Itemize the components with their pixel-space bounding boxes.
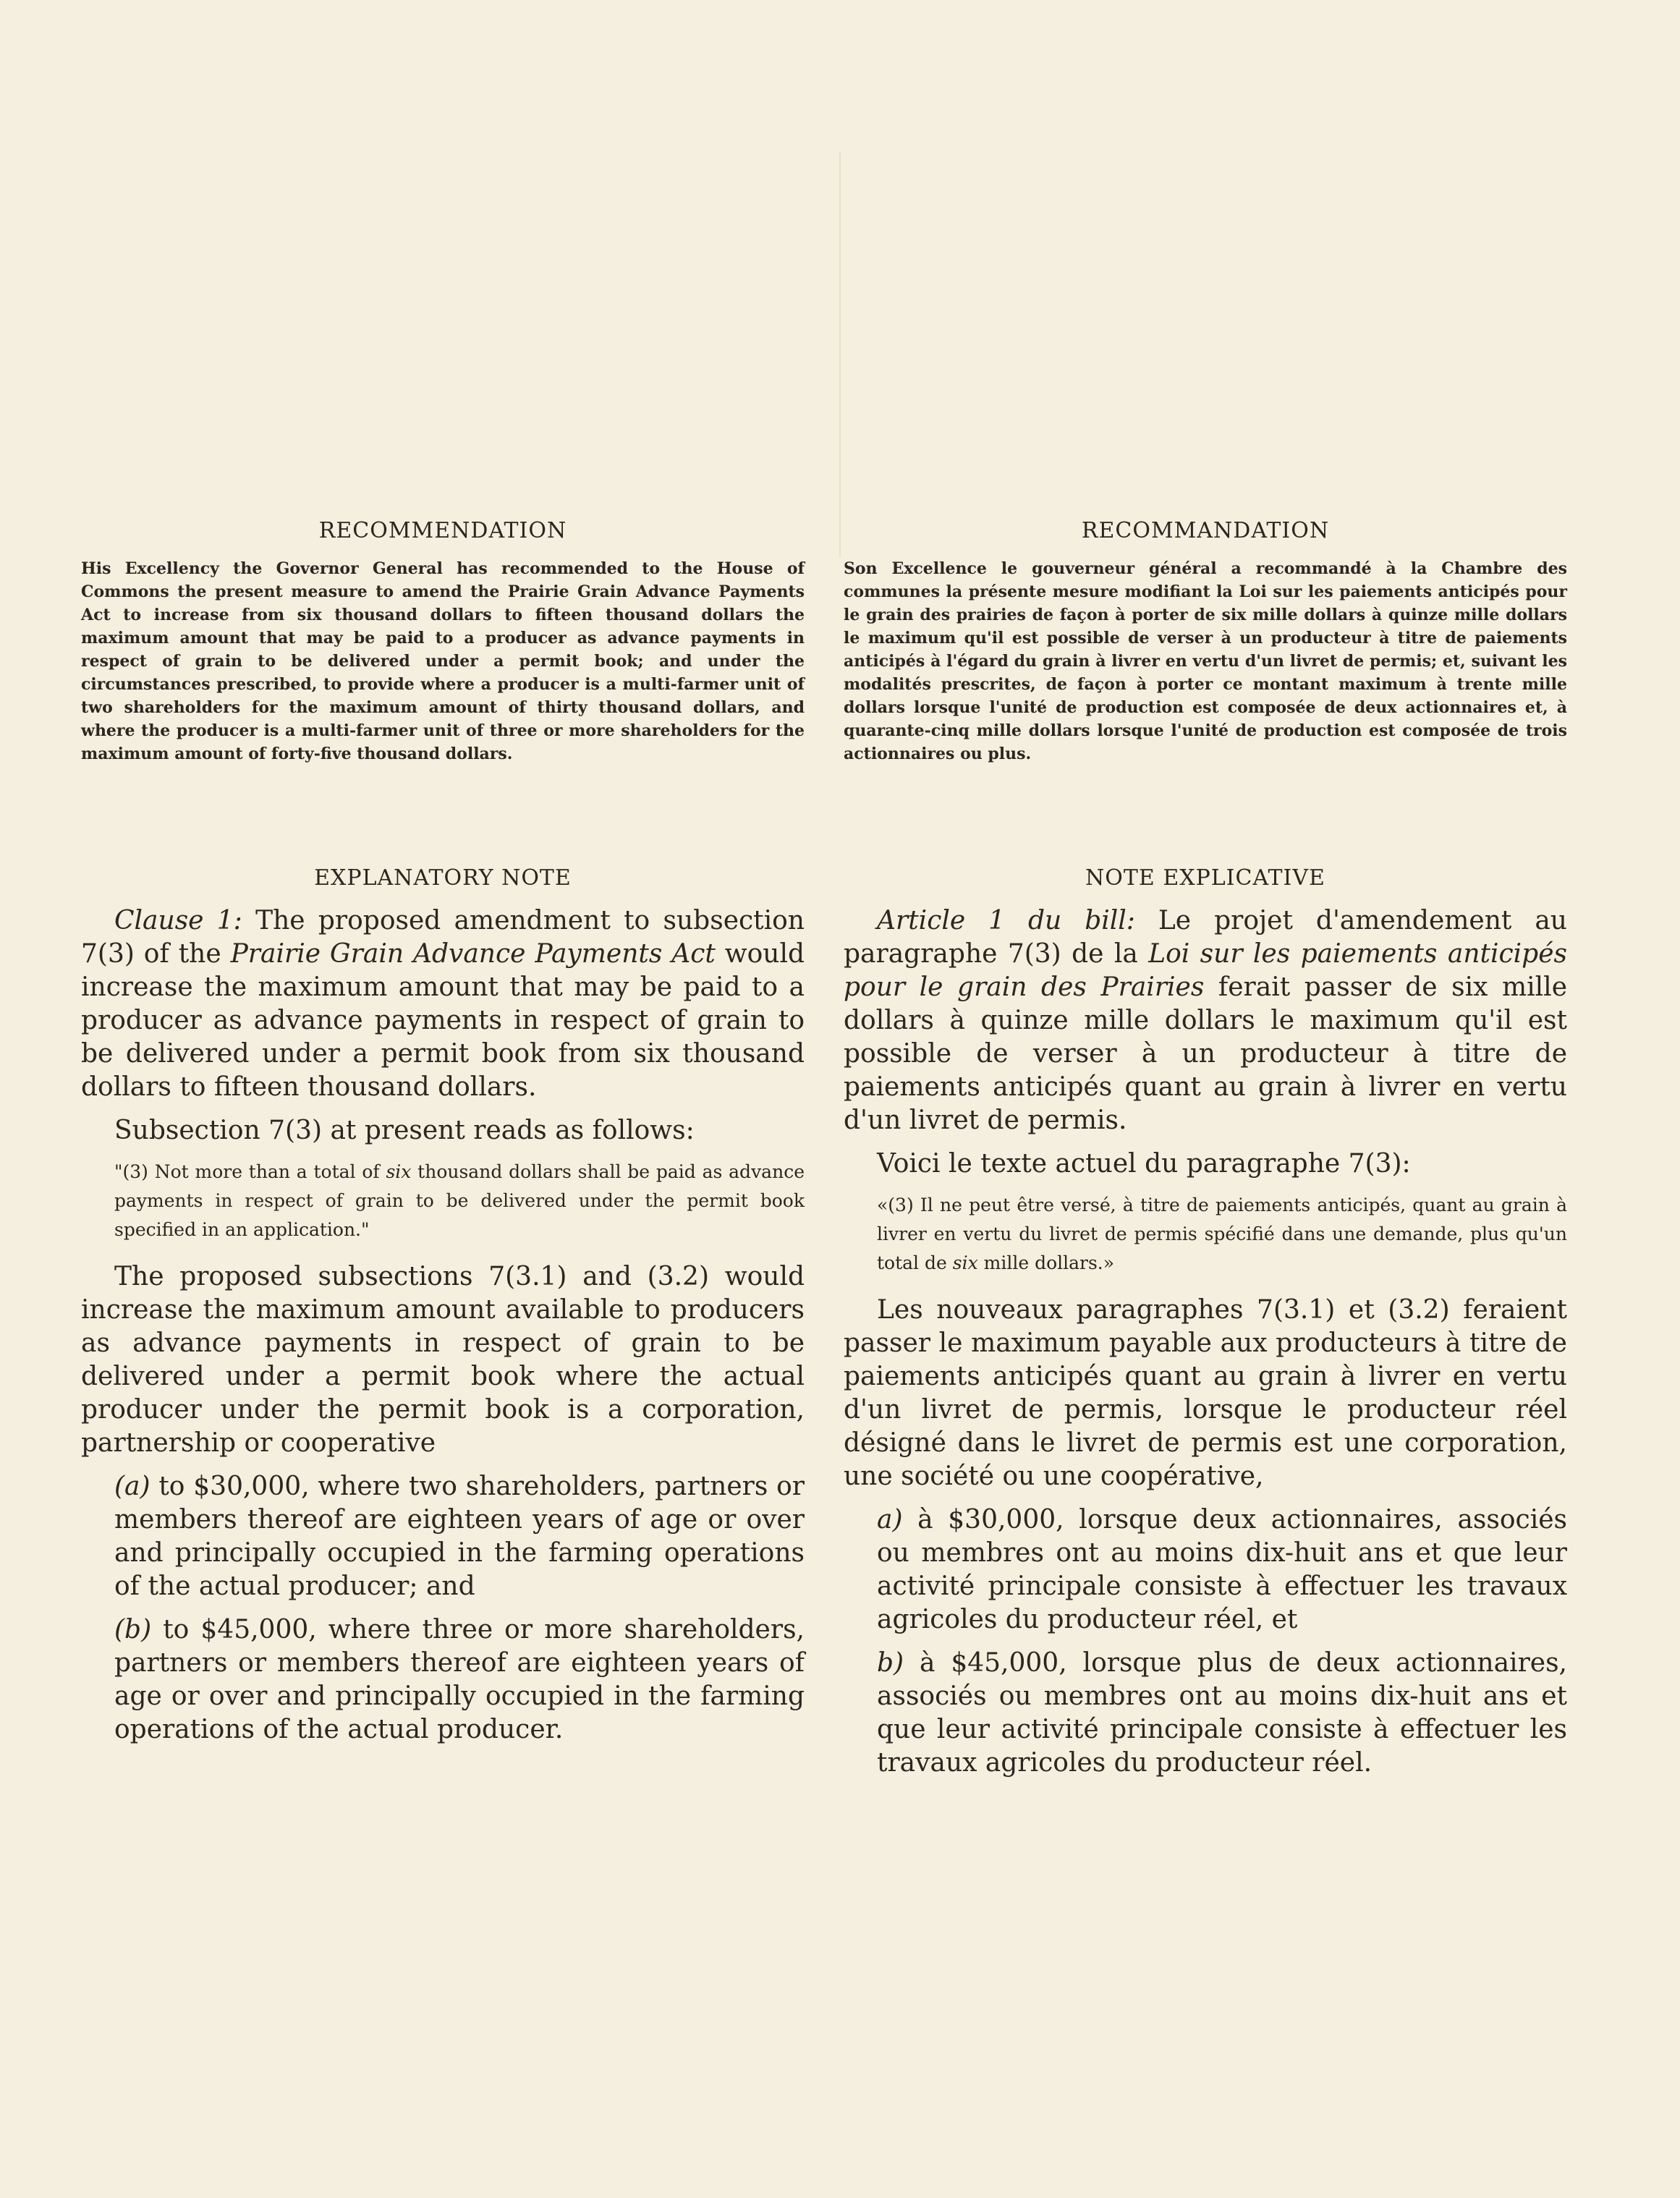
explanatory-note-heading-en: EXPLANATORY NOTE <box>314 865 572 891</box>
explanatory-note-heading-fr: NOTE EXPLICATIVE <box>1085 865 1325 891</box>
item-label: (b) <box>114 1615 152 1645</box>
item-label: (a) <box>114 1472 150 1501</box>
recommendation-text-en: His Excellency the Governor General has recommended to the House of Commons the present measure to amend the Prairie Grain Advance Payments Act to increase from six thousand dollars to fifteen thousand dollars the maximum amount that may be paid to a producer as advance payments in respect of grain to be delivered under a permit book; and under the circumstances prescribed, to provide where a producer is a multi-farmer unit of two shareholders for the maximum amount of thirty thousand dollars, and where the producer is a multi-farmer unit of three or more shareholders for the maximum amount of forty-five thousand dollars. <box>81 559 805 763</box>
item-label: a) <box>877 1505 903 1535</box>
quoted-subsection-en <box>81 1158 805 1244</box>
quote-emphasis: six <box>386 1161 412 1182</box>
explanatory-note-body-en <box>81 904 805 1757</box>
paragraph-text: Le projet d'amendement au paragraphe 7(3) de la <box>844 906 1567 969</box>
item-text: à $45,000, lorsque plus de deux actionnaires, associés ou membres ont au moins dix-huit ans et que leur activité principale consiste à effectuer les travaux agricoles du producteur réel. <box>877 1648 1567 1778</box>
paragraph-text: would increase the maximum amount that may be paid to a producer as advance payments in respect of grain to be delivered under a permit book from six thousand dollars to fifteen thousand dollars. <box>81 939 805 1102</box>
list-item-a-fr <box>844 1503 1567 1637</box>
recommendation-heading-en: RECOMMENDATION <box>318 518 567 543</box>
list-item-a-en <box>81 1470 805 1603</box>
paragraph-text: ferait passer de six mille dollars à quinze mille dollars le maximum qu'il est possible de verser à un producteur à titre de paiements anticipés quant au grain à livrer en vertu d'un livret de permis. <box>844 972 1568 1135</box>
explanatory-note-body-fr <box>844 904 1567 1790</box>
explanatory-paragraph-2-fr: Voici le texte actuel du paragraphe 7(3): <box>877 1149 1411 1179</box>
explanatory-paragraph-3-fr: Les nouveaux paragraphes 7(3.1) et (3.2) feraient passer le maximum payable aux producteurs à titre de paiements anticipés quant au grain à livrer en vertu d'un livret de permis, lorsque le producteur réel désigné dans le livret de permis est une corporation, une société ou une coopérative, <box>844 1295 1567 1491</box>
quote-text: «(3) Il ne peut être versé, à titre de paiements anticipés, quant au grain à livrer en vertu du livret de permis spécifié dans une demande, plus qu'un total de <box>877 1195 1567 1273</box>
paragraph-text: The proposed amendment to subsection 7(3) of the <box>81 906 805 969</box>
explanatory-paragraph-3-en: The proposed subsections 7(3.1) and (3.2) would increase the maximum amount available to producers as advance payments in respect of grain to be delivered under a permit book where the actual producer under the permit book is a corporation, partnership or cooperative <box>81 1262 805 1458</box>
item-text: to $30,000, where two shareholders, partners or members thereof are eighteen years of age or over and principally occupied in the farming operations of the actual producer; and <box>114 1472 805 1601</box>
recommendation-text-fr: Son Excellence le gouverneur général a recommandé à la Chambre des communes la présente mesure modifiant la Loi sur les paiements anticipés pour le grain des prairies de façon à porter de six mille dollars à quinze mille dollars le maximum qu'il est possible de verser à un producteur à titre de paiements anticipés à l'égard du grain à livrer en vertu d'un livret de permis; et, suivant les modalités prescrites, de façon à porter ce montant maximum à trente mille dollars lorsque l'unité de production est composée de deux actionnaires et, à quarante-cinq mille dollars lorsque l'unité de production est composée de trois actionnaires ou plus. <box>844 559 1567 763</box>
quote-emphasis: six <box>952 1252 978 1273</box>
quote-text: mille dollars.» <box>977 1252 1115 1273</box>
item-text: to $45,000, where three or more shareholders, partners or members thereof are eighteen years of age or over and principally occupied in the farming operations of the actual producer. <box>114 1615 805 1744</box>
quote-text: "(3) Not more than a total of <box>114 1161 386 1182</box>
explanatory-paragraph-1-fr <box>844 904 1567 1137</box>
clause-label-fr: Article 1 du bill: <box>877 906 1135 935</box>
faint-bleedthrough-rule <box>839 152 841 557</box>
explanatory-paragraph-2-en: Subsection 7(3) at present reads as follows: <box>114 1116 695 1145</box>
act-title-fr: Loi sur les paiements anticipés pour le grain des Prairies <box>844 939 1567 1002</box>
list-item-b-fr <box>844 1647 1567 1780</box>
quote-text: thousand dollars shall be paid as advance payments in respect of grain to be delivered under the permit book specified in an application." <box>114 1161 805 1240</box>
explanatory-paragraph-1-en <box>81 904 805 1104</box>
clause-label-en: Clause 1: <box>114 906 242 935</box>
quoted-subsection-fr <box>844 1191 1567 1278</box>
item-text: à $30,000, lorsque deux actionnaires, associés ou membres ont au moins dix-huit ans et que leur activité principale consiste à effectuer les travaux agricoles du producteur réel, et <box>877 1505 1567 1634</box>
recommendation-heading-fr: RECOMMANDATION <box>1081 518 1330 543</box>
list-item-b-en <box>81 1613 805 1747</box>
act-title-en: Prairie Grain Advance Payments Act <box>230 939 716 969</box>
item-label: b) <box>877 1648 904 1678</box>
